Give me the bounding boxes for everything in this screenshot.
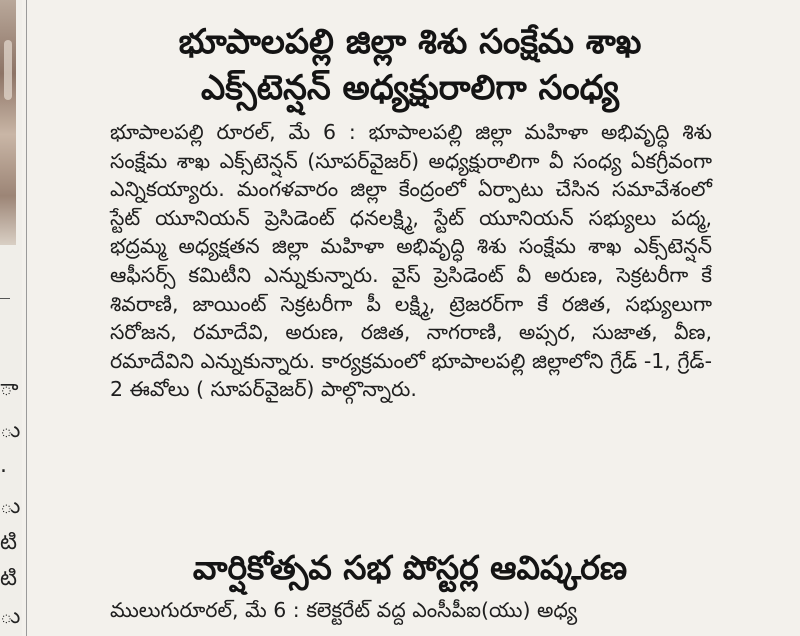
second-article-headline: వార్షికోత్సవ సభ పోస్టర్ల ఆవిష్కరణ xyxy=(192,548,628,587)
article-paragraph: భూపాలపల్లి రూరల్, మే 6 : భూపాలపల్లి జిల్లా మహిళా అభివృద్ధి శిశు సంక్షేమ శాఖ ఎక్స్‌టెన్షన్ (సూపర్‌వైజర్) అధ్యక్షురాలిగా వీ సంధ్య ఏకగ్రీవంగా ఎన్నికయ్యారు. మంగళవారం జిల్లా కేంద్రంలో ఏర్పాటు చేసిన సమావేశంలో స్టేట్ యూనియన్ ప్రెసిడెంట్ ధనలక్ష్మి, స్టేట్ యూనియన్ సభ్యులు పద్మ, భద్రమ్మ అధ్యక్షతన జిల్లా మహిళా అభివృద్ధి శిశు సంక్షేమ శాఖ ఎక్స్‌టెన్షన్ ఆఫీసర్స్ కమిటీని ఎన్నుకున్నారు. వైస్ ప్రెసిడెంట్ వీ అరుణ, సెక్రటరీగా కే శివరాణి, జాయింట్ సెక్రటరీగా పీ లక్ష్మి, ట్రెజరర్‌గా కే రజిత, సభ్యులుగా సరోజన, రమాదేవి, అరుణ, రజిత, నాగరాణి, అప్సర, సుజాత, వీణ, రమాదేవిని ఎన్నుకున్నారు. కార్యక్రమంలో భూపాలపల్లి జిల్లాలోని గ్రేడ్ -1, గ్రేడ్- 2 ఈవోలు ( సూపర్‌వైజర్) పాల్గొన్నారు. xyxy=(110,120,712,402)
second-article-first-line: ములుగురూరల్, మే 6 : కలెక్టరేట్ వద్ద ఎంసీపీఐ(యు) అధ్య xyxy=(110,598,578,622)
left-text-fragment: ు xyxy=(0,604,20,629)
article-headline-line-2: ఎక్స్‌టెన్షన్ అధ్యక్షురాలిగా సంధ్య xyxy=(201,68,619,108)
left-text-fragment: ు xyxy=(0,418,20,443)
left-text-fragment: . xyxy=(0,453,6,478)
column-divider xyxy=(26,0,27,636)
left-text-fragment: ా xyxy=(0,376,18,401)
left-column xyxy=(0,0,22,636)
left-photo-fragment xyxy=(0,0,16,245)
left-text-fragment: టి xyxy=(0,566,16,591)
article-headline-line-1: భూపాలపల్లి జిల్లా శిశు సంక్షేమ శాఖ xyxy=(178,22,642,62)
article-body xyxy=(82,118,712,404)
left-text-fragment: ు xyxy=(0,494,20,519)
left-column-rule xyxy=(0,298,10,299)
left-text-fragment: టి xyxy=(0,530,16,555)
cut-off-top-text xyxy=(110,0,710,6)
